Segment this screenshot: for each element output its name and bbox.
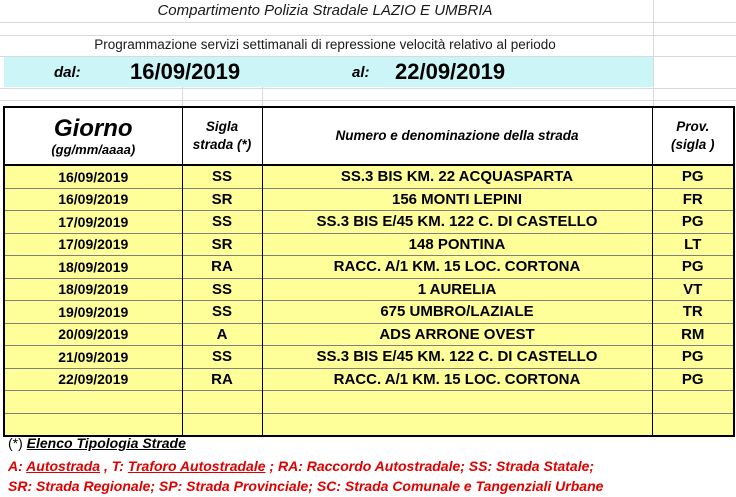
cell-strada: 156 MONTI LEPINI	[262, 188, 652, 211]
page-title: Compartimento Polizia Stradale LAZIO E UMBRIA	[157, 2, 493, 19]
cell-sigla: SS	[182, 278, 262, 301]
cell-strada: RACC. A/1 KM. 15 LOC. CORTONA	[262, 368, 652, 391]
cell-strada: RACC. A/1 KM. 15 LOC. CORTONA	[262, 256, 652, 279]
to-date: 22/09/2019	[395, 59, 506, 84]
grid-line	[262, 86, 263, 106]
table-row	[4, 211, 734, 234]
cell-strada: SS.3 BIS KM. 22 ACQUASPARTA	[262, 165, 652, 188]
legend-line-1: A: Autostrada , T: Traforo Autostradale ; RA: Raccordo Autostradale; SS: Strada Statale;	[8, 458, 595, 474]
cell-prov: VT	[652, 278, 734, 301]
cell-strada: SS.3 BIS E/45 KM. 122 C. DI CASTELLO	[262, 211, 652, 234]
header-giorno: Giorno (gg/mm/aaaa)	[4, 107, 182, 165]
cell-giorno: 21/09/2019	[4, 346, 182, 369]
header-strada: Numero e denominazione della strada	[262, 107, 652, 165]
cell-giorno: 17/09/2019	[4, 211, 182, 234]
cell-sigla: SR	[182, 188, 262, 211]
table-row	[4, 278, 734, 301]
table-header-row	[4, 107, 734, 165]
to-label: al:	[352, 64, 370, 81]
legend-title: (*) Elenco Tipologia Strade	[8, 435, 186, 451]
cell-giorno: 16/09/2019	[4, 165, 182, 188]
header-sigla: Sigla strada (*)	[182, 107, 262, 165]
cell-sigla: SS	[182, 301, 262, 324]
cell-giorno: 18/09/2019	[4, 278, 182, 301]
grid-line	[182, 86, 183, 106]
cell-giorno: 19/09/2019	[4, 301, 182, 324]
grid-line	[653, 0, 654, 106]
table-row	[4, 368, 734, 391]
from-label: dal:	[54, 64, 81, 81]
table-row	[4, 346, 734, 369]
empty-row	[4, 391, 734, 414]
cell-prov: TR	[652, 301, 734, 324]
date-band	[4, 57, 653, 87]
cell-prov: PG	[652, 368, 734, 391]
cell-sigla: A	[182, 323, 262, 346]
table-row	[4, 301, 734, 324]
cell-sigla: SR	[182, 233, 262, 256]
cell-giorno: 17/09/2019	[4, 233, 182, 256]
cell-strada: 675 UMBRO/LAZIALE	[262, 301, 652, 324]
cell-strada: 1 AURELIA	[262, 278, 652, 301]
cell-sigla: SS	[182, 165, 262, 188]
cell-prov: RM	[652, 323, 734, 346]
from-date: 16/09/2019	[130, 59, 241, 84]
cell-prov: PG	[652, 346, 734, 369]
period-description: Programmazione servizi settimanali di repressione velocità relativo al periodo	[94, 37, 556, 52]
grid-line	[0, 88, 736, 89]
cell-prov: PG	[652, 211, 734, 234]
grid-line	[0, 22, 736, 23]
header-prov: Prov. (sigla )	[652, 107, 734, 165]
cell-giorno: 18/09/2019	[4, 256, 182, 279]
cell-sigla: SS	[182, 346, 262, 369]
cell-strada: 148 PONTINA	[262, 233, 652, 256]
table-row	[4, 233, 734, 256]
cell-sigla: SS	[182, 211, 262, 234]
schedule-table	[3, 106, 735, 437]
cell-giorno: 16/09/2019	[4, 188, 182, 211]
grid-line	[0, 35, 736, 36]
cell-prov: FR	[652, 188, 734, 211]
table-row	[4, 165, 734, 188]
empty-row	[4, 413, 734, 436]
grid-line	[0, 100, 736, 101]
cell-strada: SS.3 BIS E/45 KM. 122 C. DI CASTELLO	[262, 346, 652, 369]
cell-sigla: RA	[182, 368, 262, 391]
cell-strada: ADS ARRONE OVEST	[262, 323, 652, 346]
table-row	[4, 188, 734, 211]
cell-prov: PG	[652, 165, 734, 188]
cell-giorno: 20/09/2019	[4, 323, 182, 346]
table-row	[4, 256, 734, 279]
table-row	[4, 323, 734, 346]
cell-prov: PG	[652, 256, 734, 279]
cell-giorno: 22/09/2019	[4, 368, 182, 391]
cell-prov: LT	[652, 233, 734, 256]
cell-sigla: RA	[182, 256, 262, 279]
legend-line-2: SR: Strada Regionale; SP: Strada Provinciale; SC: Strada Comunale e Tangenziali Urbane	[8, 478, 604, 494]
